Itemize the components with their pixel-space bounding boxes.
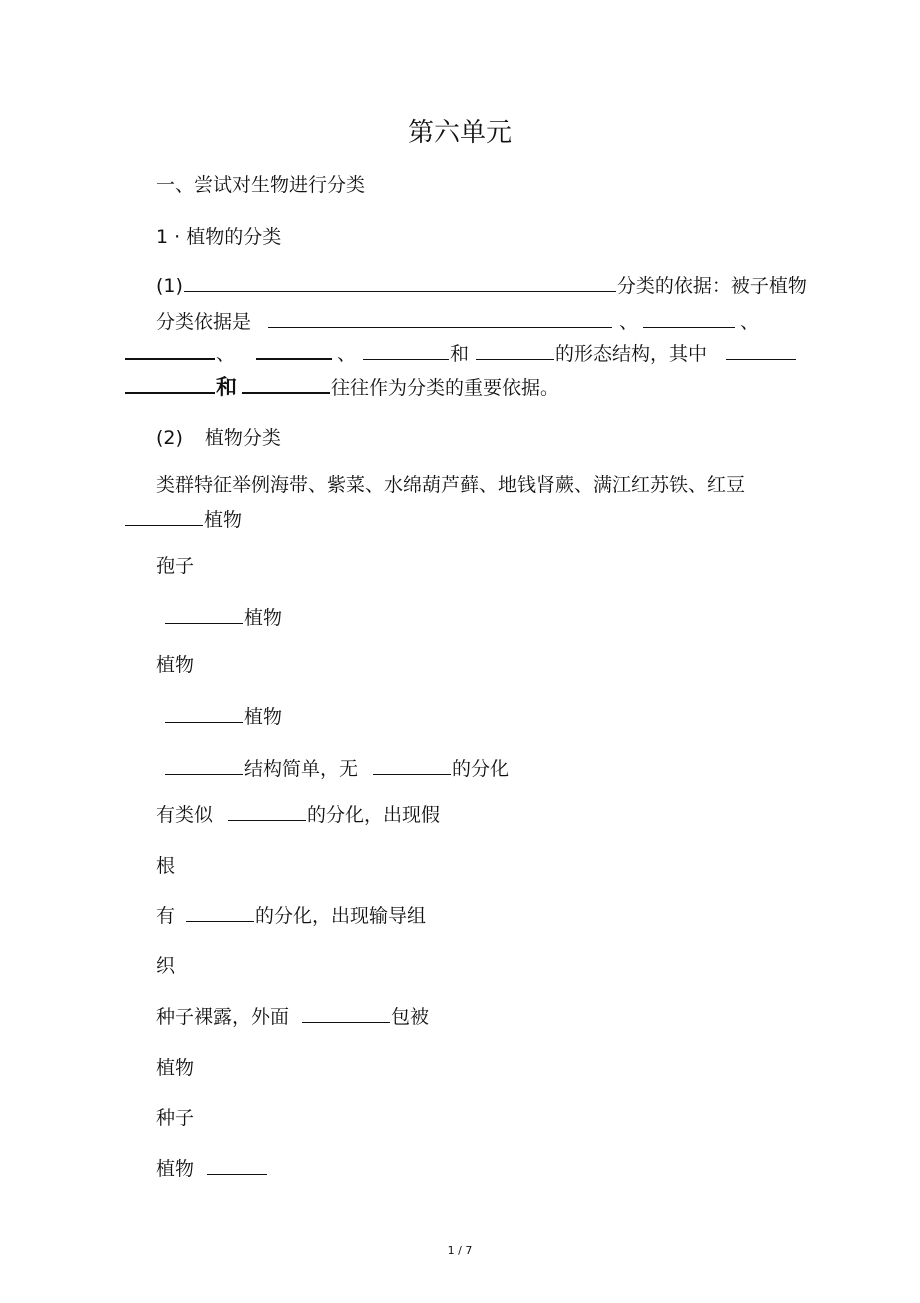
fill-blank[interactable] — [268, 310, 612, 328]
page-number: 1 / 7 — [447, 1244, 473, 1257]
paragraph-2-heading — [156, 425, 281, 451]
paragraph-1-line-4 — [124, 374, 559, 401]
fill-blank[interactable] — [186, 904, 254, 922]
paragraph-1-line-1 — [156, 273, 807, 299]
fill-blank[interactable] — [302, 1005, 390, 1023]
separator: 、 — [740, 311, 760, 333]
separator: 、 — [216, 343, 236, 365]
row-10: 织 — [156, 955, 176, 977]
row-13: 种子 — [156, 1107, 195, 1129]
text: 有 — [156, 905, 176, 927]
fill-blank[interactable] — [643, 310, 735, 328]
subsection-heading: 1 · 植物的分类 — [156, 226, 282, 248]
fill-blank[interactable] — [228, 803, 306, 821]
text: 的分化，出现输导组 — [255, 905, 427, 927]
text: 的形态结构，其中 — [555, 343, 708, 365]
section-heading: 一、尝试对生物进行分类 — [156, 174, 366, 196]
row-1 — [124, 507, 242, 533]
fill-blank[interactable] — [184, 274, 616, 292]
conjunction: 和 — [216, 375, 237, 399]
fill-blank[interactable] — [207, 1157, 267, 1175]
fill-blank[interactable] — [476, 342, 554, 360]
text: 分类依据是 — [156, 311, 252, 333]
row-11 — [156, 1004, 429, 1030]
paragraph-1-line-2 — [156, 309, 759, 335]
text: 植物 — [156, 1158, 195, 1180]
table-header-row: 类群特征举例海带、紫菜、水绵葫芦藓、地钱肾蕨、满江红苏铁、红豆 — [156, 474, 746, 496]
row-4: 植物 — [156, 654, 195, 676]
fill-blank[interactable] — [165, 757, 243, 775]
separator: 、 — [619, 311, 639, 333]
text: 结构简单，无 — [244, 758, 359, 780]
row-5 — [164, 704, 282, 730]
row-6 — [164, 756, 509, 782]
fill-blank[interactable] — [125, 375, 215, 394]
row-7 — [156, 802, 440, 828]
item-number: (1) — [156, 275, 183, 297]
text: 的分化 — [452, 758, 510, 780]
row-2: 孢子 — [156, 555, 195, 577]
text: 植物 — [244, 706, 283, 728]
row-3 — [164, 605, 282, 631]
item-number: (2) — [156, 427, 183, 449]
conjunction: 和 — [450, 343, 470, 365]
text: 种子裸露，外面 — [156, 1006, 290, 1028]
fill-blank[interactable] — [373, 757, 451, 775]
text: 植物 — [204, 509, 243, 531]
fill-blank[interactable] — [165, 705, 243, 723]
page-title: 第六单元 — [407, 118, 512, 148]
text: 分类的依据：被子植物 — [616, 275, 807, 297]
text: 往往作为分类的重要依据。 — [331, 377, 560, 399]
paragraph-1-line-3 — [124, 341, 797, 367]
text: 包被 — [391, 1006, 430, 1028]
text: 植物分类 — [204, 427, 281, 449]
fill-blank[interactable] — [242, 375, 330, 394]
row-12: 植物 — [156, 1057, 195, 1079]
text: 有类似 — [156, 804, 214, 826]
row-14 — [156, 1156, 268, 1182]
fill-blank[interactable] — [256, 341, 332, 360]
fill-blank[interactable] — [726, 342, 796, 360]
fill-blank[interactable] — [125, 508, 203, 526]
fill-blank[interactable] — [363, 342, 449, 360]
text: 的分化，出现假 — [307, 804, 441, 826]
text: 植物 — [244, 607, 283, 629]
fill-blank[interactable] — [125, 341, 215, 360]
row-9 — [156, 903, 426, 929]
separator: 、 — [337, 343, 357, 365]
row-8: 根 — [156, 855, 176, 877]
fill-blank[interactable] — [165, 606, 243, 624]
